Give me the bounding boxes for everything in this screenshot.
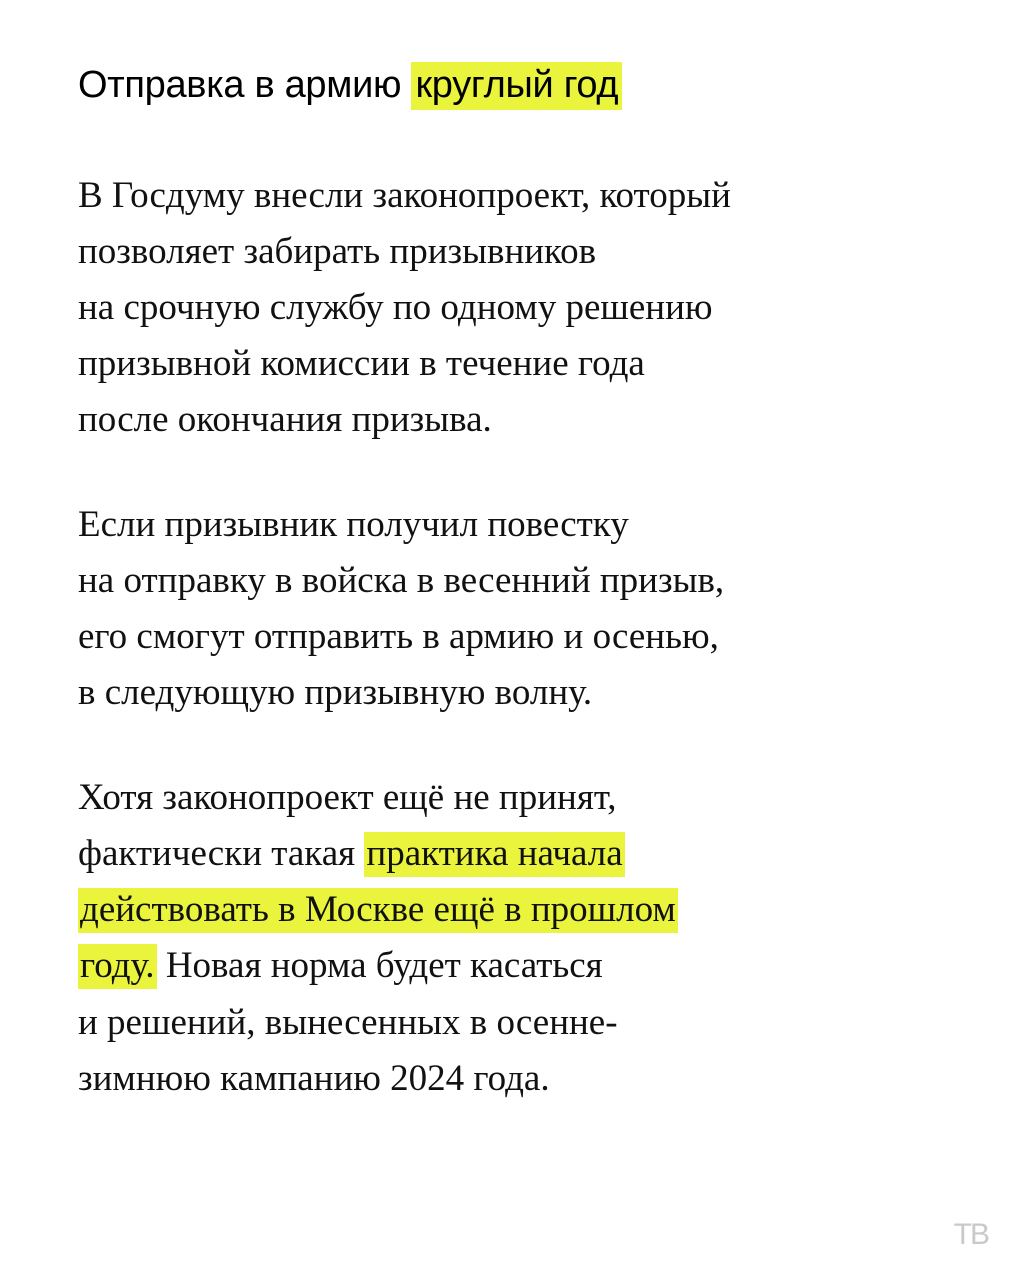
paragraph-line: на отправку в войска в весенний призыв, <box>78 559 725 601</box>
watermark-logo: TB <box>953 1218 988 1251</box>
paragraph-1 <box>78 168 946 449</box>
paragraph-line: В Госдуму внесли законопроект, который <box>78 174 731 216</box>
headline-plain-text: Отправка в армию <box>78 64 412 106</box>
paragraph-2 <box>78 497 946 722</box>
paragraph-line-mixed <box>78 938 946 994</box>
paragraph-line: в следующую призывную волну. <box>78 672 593 714</box>
paragraph-line: на срочную службу по одному решению <box>78 286 713 328</box>
paragraph-line-highlighted <box>78 882 946 938</box>
paragraph-text: Новая норма будет касаться <box>156 945 603 987</box>
paragraph-line: призывной комиссии в течение года <box>78 343 645 385</box>
paragraph-line: его смогут отправить в армию и осенью, <box>78 616 719 658</box>
paragraph-line: Хотя законопроект ещё не принят, <box>78 776 617 818</box>
paragraph-line: зимнюю кампанию 2024 года. <box>78 1057 550 1099</box>
paragraph-text: фактически такая <box>78 832 365 874</box>
paragraph-line: после окончания призыва. <box>78 399 492 441</box>
paragraph-highlight: году. <box>78 944 157 989</box>
paragraph-highlight: действовать в Москве ещё в прошлом <box>78 888 678 933</box>
paragraph-line: и решений, вынесенных в осенне- <box>78 1001 618 1043</box>
paragraph-3 <box>78 770 946 1107</box>
headline-highlight: круглый год <box>411 62 622 110</box>
paragraph-highlight: практика начала <box>364 832 624 877</box>
paragraph-line-mixed <box>78 826 946 882</box>
page-title <box>78 62 946 110</box>
paragraph-line: позволяет забирать призывников <box>78 230 597 272</box>
paragraph-line: Если призывник получил повестку <box>78 503 629 545</box>
